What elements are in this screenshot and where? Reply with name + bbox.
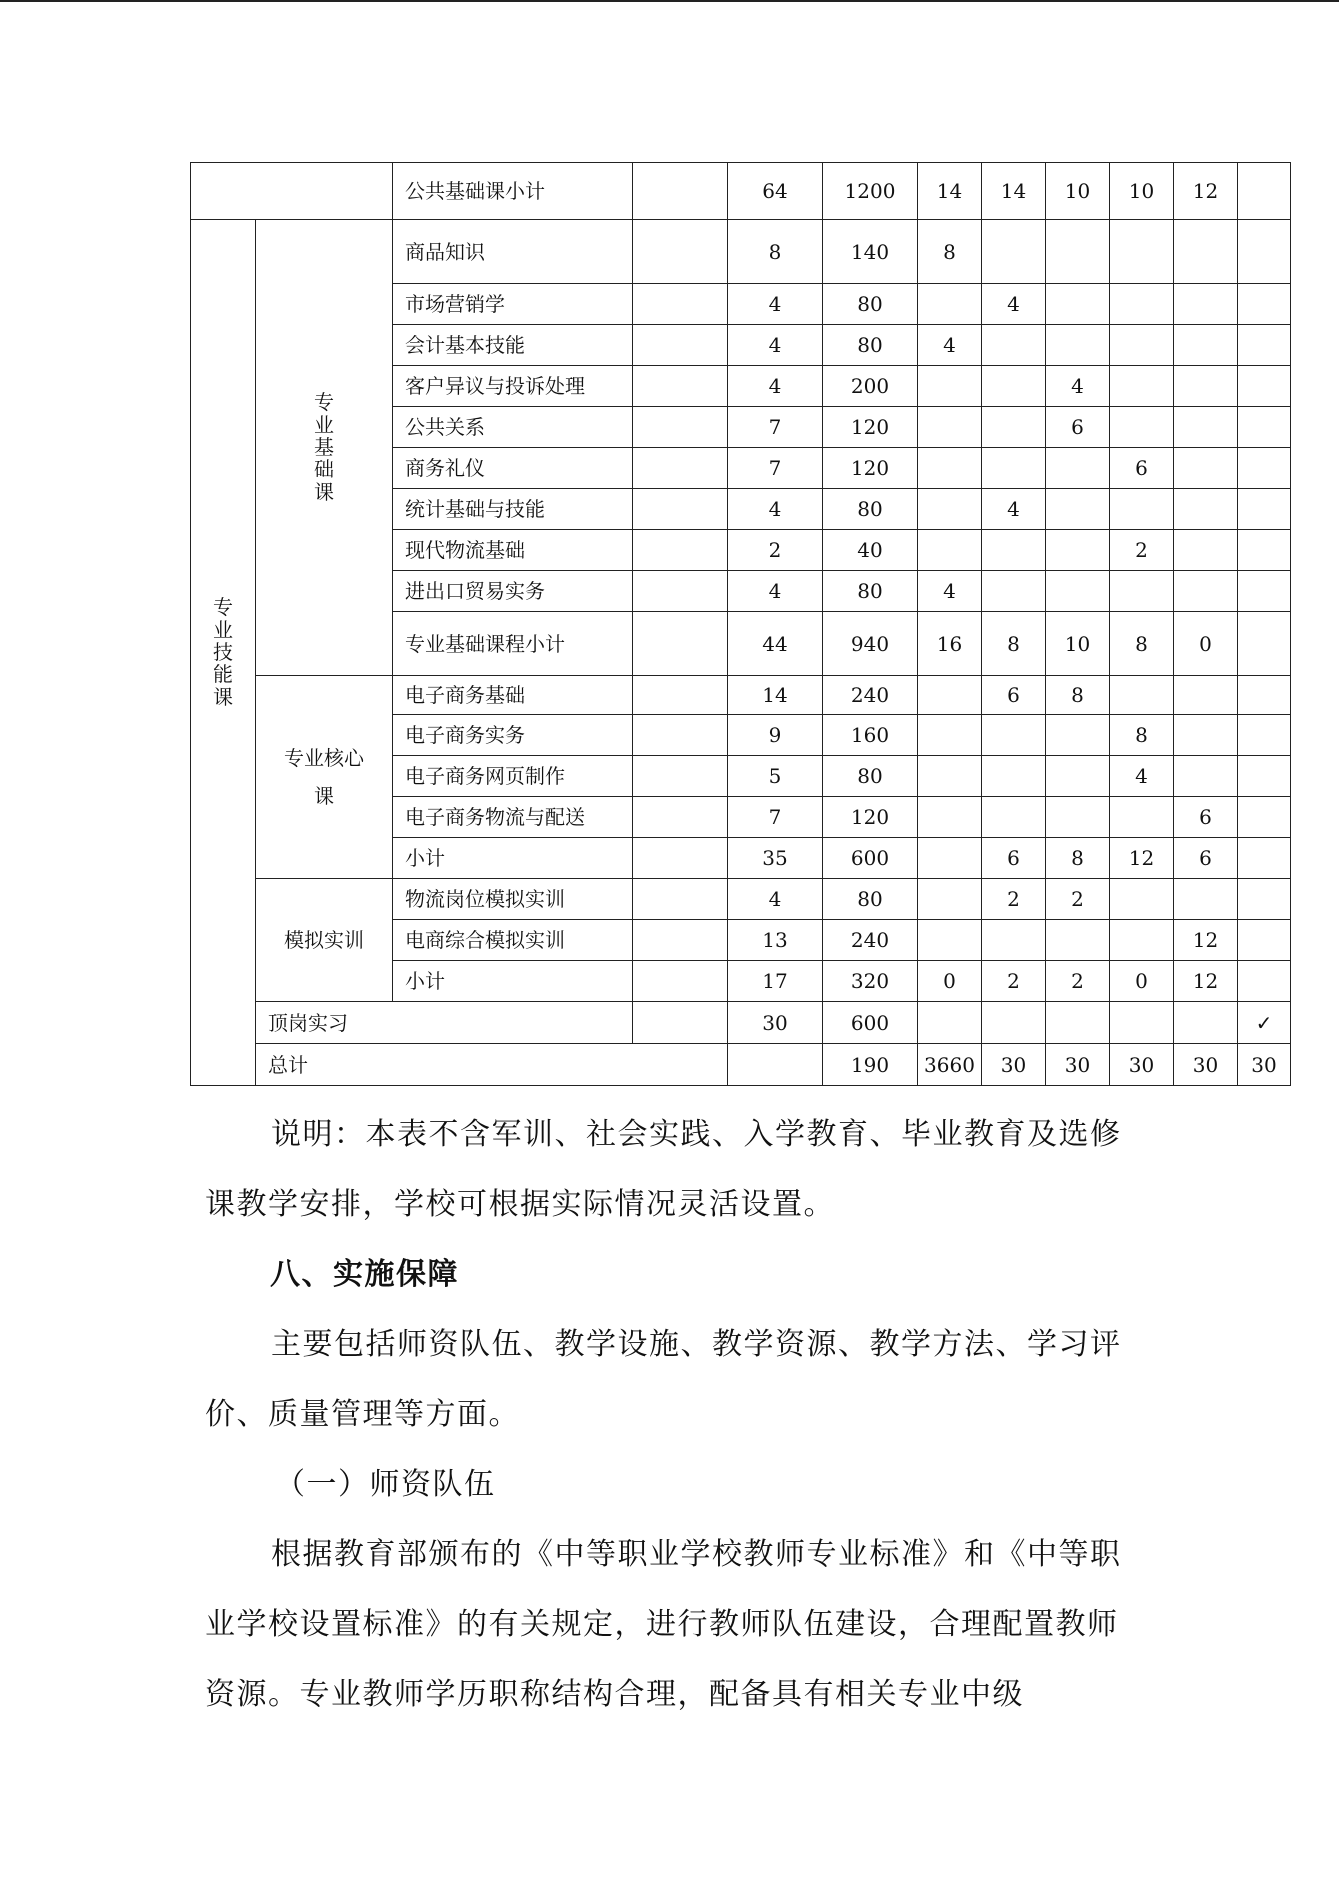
- semester-cell: [1174, 879, 1238, 920]
- semester-cell: [1238, 366, 1291, 407]
- credits-cell: 4: [728, 571, 823, 612]
- course-name-cell: 电商综合模拟实训: [393, 920, 633, 961]
- table-row: [191, 1044, 1291, 1086]
- semester-cell: [1046, 756, 1110, 797]
- semester-cell: 10: [1046, 163, 1110, 220]
- hours-cell: 320: [823, 961, 918, 1002]
- semester-cell: [1238, 448, 1291, 489]
- semester-cell: 6: [982, 676, 1046, 715]
- credits-cell: 4: [728, 325, 823, 366]
- semester-cell: [1046, 571, 1110, 612]
- empty-cell: [633, 325, 728, 366]
- semester-cell: [918, 676, 982, 715]
- credits-cell: 30: [728, 1002, 823, 1044]
- credits-cell: 4: [728, 366, 823, 407]
- semester-cell: [1046, 920, 1110, 961]
- internship-label-cell: 顶岗实习: [256, 1002, 633, 1044]
- credits-cell: 7: [728, 797, 823, 838]
- semester-cell: 4: [982, 489, 1046, 530]
- semester-cell: [1110, 366, 1174, 407]
- hours-cell: 120: [823, 797, 918, 838]
- semester-cell: [1238, 489, 1291, 530]
- semester-cell: [1174, 1002, 1238, 1044]
- semester-cell: [982, 797, 1046, 838]
- empty-cell: [633, 797, 728, 838]
- semester-cell: [1046, 1002, 1110, 1044]
- semester-cell: [1238, 325, 1291, 366]
- semester-cell: [918, 920, 982, 961]
- semester-cell: [1238, 961, 1291, 1002]
- semester-cell: 0: [918, 961, 982, 1002]
- hours-cell: 40: [823, 530, 918, 571]
- semester-cell: [982, 756, 1046, 797]
- semester-cell: [1110, 325, 1174, 366]
- empty-cell: [633, 676, 728, 715]
- credits-cell: 190: [823, 1044, 918, 1086]
- semester-cell: [918, 284, 982, 325]
- semester-cell: 2: [1046, 961, 1110, 1002]
- credits-cell: 7: [728, 407, 823, 448]
- course-name-cell: 小计: [393, 838, 633, 879]
- course-name-cell: 商品知识: [393, 220, 633, 284]
- section-intro: 主要包括师资队伍、教学设施、教学资源、教学方法、学习评价、质量管理等方面。: [205, 1327, 1122, 1432]
- semester-cell: 30: [1238, 1044, 1291, 1086]
- semester-cell: 6: [1110, 448, 1174, 489]
- semester-cell: 2: [982, 961, 1046, 1002]
- hours-cell: 3660: [918, 1044, 982, 1086]
- credits-cell: 5: [728, 756, 823, 797]
- semester-cell: [982, 1002, 1046, 1044]
- semester-cell: [1238, 163, 1291, 220]
- semester-cell: [1238, 756, 1291, 797]
- semester-cell: 8: [1110, 715, 1174, 756]
- credits-cell: 35: [728, 838, 823, 879]
- semester-cell: 4: [918, 571, 982, 612]
- credits-cell: 44: [728, 612, 823, 676]
- semester-cell: 6: [982, 838, 1046, 879]
- semester-cell: [1110, 407, 1174, 448]
- semester-cell: 8: [1110, 612, 1174, 676]
- semester-cell: 30: [982, 1044, 1046, 1086]
- semester-cell: [982, 448, 1046, 489]
- semester-cell: [1110, 571, 1174, 612]
- semester-cell: 4: [1110, 756, 1174, 797]
- subsection-heading: （一）师资队伍: [275, 1467, 496, 1502]
- semester-cell: [1174, 448, 1238, 489]
- semester-cell: 14: [982, 163, 1046, 220]
- empty-cell: [191, 163, 393, 220]
- hours-cell: 160: [823, 715, 918, 756]
- semester-cell: [918, 1002, 982, 1044]
- semester-cell: [918, 797, 982, 838]
- semester-cell: 6: [1174, 797, 1238, 838]
- semester-cell: [1174, 756, 1238, 797]
- subgroup-basic-cell: [256, 220, 393, 676]
- semester-cell: 4: [918, 325, 982, 366]
- empty-cell: [633, 448, 728, 489]
- credits-cell: 13: [728, 920, 823, 961]
- body-paragraph: 根据教育部颁布的《中等职业学校教师专业标准》和《中等职业学校设置标准》的有关规定，进行教师队伍建设，合理配置教师资源。专业教师学历职称结构合理，配备具有相关专业中级: [205, 1537, 1122, 1712]
- semester-cell: [918, 366, 982, 407]
- credits-cell: 64: [728, 163, 823, 220]
- semester-cell: [1174, 571, 1238, 612]
- semester-cell: [1174, 715, 1238, 756]
- empty-cell: [633, 612, 728, 676]
- semester-cell: 2: [982, 879, 1046, 920]
- semester-cell: [918, 448, 982, 489]
- semester-cell: [1174, 489, 1238, 530]
- semester-cell: [1238, 571, 1291, 612]
- semester-cell: 8: [918, 220, 982, 284]
- semester-cell: [982, 715, 1046, 756]
- semester-cell: [1174, 284, 1238, 325]
- course-name-cell: 公共基础课小计: [393, 163, 633, 220]
- semester-cell: 12: [1174, 920, 1238, 961]
- hours-cell: 120: [823, 407, 918, 448]
- semester-cell: 4: [1046, 366, 1110, 407]
- subgroup-sim-cell: 模拟实训: [256, 879, 393, 1002]
- table-row: [191, 163, 1291, 220]
- curriculum-table: [190, 162, 1291, 1086]
- semester-cell: [1110, 676, 1174, 715]
- course-name-cell: 电子商务物流与配送: [393, 797, 633, 838]
- semester-cell: 6: [1046, 407, 1110, 448]
- hours-cell: 1200: [823, 163, 918, 220]
- semester-cell: 10: [1110, 163, 1174, 220]
- course-name-cell: 商务礼仪: [393, 448, 633, 489]
- page-top-border: [0, 0, 1339, 2]
- section-heading: 八、实施保障: [270, 1257, 459, 1292]
- hours-cell: 120: [823, 448, 918, 489]
- table-note: 说明：本表不含军训、社会实践、入学教育、毕业教育及选修课教学安排，学校可根据实际情况灵活设置。: [205, 1117, 1122, 1222]
- credits-cell: 8: [728, 220, 823, 284]
- semester-cell: [1238, 530, 1291, 571]
- hours-cell: 80: [823, 879, 918, 920]
- semester-cell: [1238, 284, 1291, 325]
- semester-cell: [1238, 920, 1291, 961]
- semester-cell: [1046, 489, 1110, 530]
- semester-cell: 12: [1174, 961, 1238, 1002]
- semester-cell: [982, 530, 1046, 571]
- semester-cell: [918, 489, 982, 530]
- credits-cell: 14: [728, 676, 823, 715]
- empty-cell: [633, 163, 728, 220]
- course-name-cell: 进出口贸易实务: [393, 571, 633, 612]
- semester-cell: 10: [1046, 612, 1110, 676]
- empty-cell: [633, 715, 728, 756]
- semester-cell: [1110, 220, 1174, 284]
- hours-cell: 80: [823, 571, 918, 612]
- semester-cell: [918, 756, 982, 797]
- semester-cell: 0: [1110, 961, 1174, 1002]
- semester-cell: 2: [1110, 530, 1174, 571]
- credits-cell: 7: [728, 448, 823, 489]
- course-name-cell: 专业基础课程小计: [393, 612, 633, 676]
- empty-cell: [633, 407, 728, 448]
- semester-cell: [1238, 676, 1291, 715]
- table-row: [191, 220, 1291, 284]
- semester-cell: 6: [1174, 838, 1238, 879]
- semester-cell: [1110, 489, 1174, 530]
- course-name-cell: 现代物流基础: [393, 530, 633, 571]
- course-name-cell: 电子商务基础: [393, 676, 633, 715]
- empty-cell: [728, 1044, 823, 1086]
- empty-cell: [633, 366, 728, 407]
- course-name-cell: 电子商务网页制作: [393, 756, 633, 797]
- semester-cell: [1238, 407, 1291, 448]
- semester-cell: [1174, 366, 1238, 407]
- hours-cell: 80: [823, 489, 918, 530]
- semester-cell: [1110, 1002, 1174, 1044]
- semester-cell: [1238, 220, 1291, 284]
- hours-cell: 80: [823, 284, 918, 325]
- empty-cell: [633, 756, 728, 797]
- course-name-cell: 统计基础与技能: [393, 489, 633, 530]
- semester-cell: [1174, 220, 1238, 284]
- credits-cell: 4: [728, 879, 823, 920]
- semester-cell: 30: [1110, 1044, 1174, 1086]
- semester-cell: [1046, 797, 1110, 838]
- empty-cell: [633, 920, 728, 961]
- semester-cell: 2: [1046, 879, 1110, 920]
- semester-cell: [982, 325, 1046, 366]
- semester-cell: [1238, 879, 1291, 920]
- semester-cell: [1238, 797, 1291, 838]
- empty-cell: [633, 838, 728, 879]
- semester-cell: [918, 530, 982, 571]
- semester-cell: [1238, 612, 1291, 676]
- course-name-cell: 小计: [393, 961, 633, 1002]
- semester-cell: [982, 407, 1046, 448]
- hours-cell: 240: [823, 920, 918, 961]
- empty-cell: [633, 489, 728, 530]
- hours-cell: 140: [823, 220, 918, 284]
- semester-cell: [1046, 715, 1110, 756]
- semester-cell: [1174, 676, 1238, 715]
- empty-cell: [633, 1002, 728, 1044]
- course-name-cell: 客户异议与投诉处理: [393, 366, 633, 407]
- total-label-cell: 总计: [256, 1044, 728, 1086]
- semester-cell: [1046, 325, 1110, 366]
- credits-cell: 4: [728, 284, 823, 325]
- semester-cell: [982, 220, 1046, 284]
- semester-cell: [1046, 284, 1110, 325]
- semester-cell: [1174, 407, 1238, 448]
- semester-cell: [1174, 325, 1238, 366]
- semester-cell: 8: [982, 612, 1046, 676]
- semester-cell: [918, 715, 982, 756]
- semester-cell: 12: [1110, 838, 1174, 879]
- semester-cell: [1110, 879, 1174, 920]
- semester-cell: [1046, 448, 1110, 489]
- empty-cell: [633, 961, 728, 1002]
- credits-cell: 4: [728, 489, 823, 530]
- subgroup-basic-cell-label: 专业基础课: [314, 390, 334, 504]
- semester-cell: [1110, 920, 1174, 961]
- hours-cell: 940: [823, 612, 918, 676]
- table-row: [191, 879, 1291, 920]
- semester-cell: [1238, 715, 1291, 756]
- semester-cell: [918, 407, 982, 448]
- semester-cell: [1110, 797, 1174, 838]
- group-cell-label: 专业技能课: [213, 595, 233, 709]
- semester-cell: 0: [1174, 612, 1238, 676]
- semester-cell: 30: [1174, 1044, 1238, 1086]
- course-name-cell: 电子商务实务: [393, 715, 633, 756]
- empty-cell: [633, 571, 728, 612]
- semester-cell: [1238, 838, 1291, 879]
- semester-cell: 16: [918, 612, 982, 676]
- hours-cell: 200: [823, 366, 918, 407]
- credits-cell: 2: [728, 530, 823, 571]
- semester-cell: [1174, 530, 1238, 571]
- semester-cell: [918, 879, 982, 920]
- semester-cell: 14: [918, 163, 982, 220]
- empty-cell: [633, 879, 728, 920]
- semester-cell: 8: [1046, 676, 1110, 715]
- semester-cell: [982, 366, 1046, 407]
- semester-cell: [1046, 530, 1110, 571]
- table-row: [191, 1002, 1291, 1044]
- course-name-cell: 市场营销学: [393, 284, 633, 325]
- semester-cell: [982, 920, 1046, 961]
- hours-cell: 600: [823, 838, 918, 879]
- semester-cell: [1046, 220, 1110, 284]
- semester-cell: 12: [1174, 163, 1238, 220]
- semester-cell: [982, 571, 1046, 612]
- empty-cell: [633, 530, 728, 571]
- empty-cell: [633, 284, 728, 325]
- credits-cell: 17: [728, 961, 823, 1002]
- semester-cell: ✓: [1238, 1002, 1291, 1044]
- hours-cell: 80: [823, 756, 918, 797]
- hours-cell: 600: [823, 1002, 918, 1044]
- semester-cell: 8: [1046, 838, 1110, 879]
- course-name-cell: 物流岗位模拟实训: [393, 879, 633, 920]
- semester-cell: [918, 838, 982, 879]
- subgroup-core-cell-label: 专业核心课: [284, 746, 364, 808]
- course-name-cell: 会计基本技能: [393, 325, 633, 366]
- empty-cell: [633, 220, 728, 284]
- hours-cell: 240: [823, 676, 918, 715]
- hours-cell: 80: [823, 325, 918, 366]
- group-cell: [191, 220, 256, 1086]
- course-name-cell: 公共关系: [393, 407, 633, 448]
- semester-cell: 4: [982, 284, 1046, 325]
- subgroup-core-cell: [256, 676, 393, 879]
- credits-cell: 9: [728, 715, 823, 756]
- semester-cell: [1110, 284, 1174, 325]
- semester-cell: 30: [1046, 1044, 1110, 1086]
- table-row: [191, 676, 1291, 715]
